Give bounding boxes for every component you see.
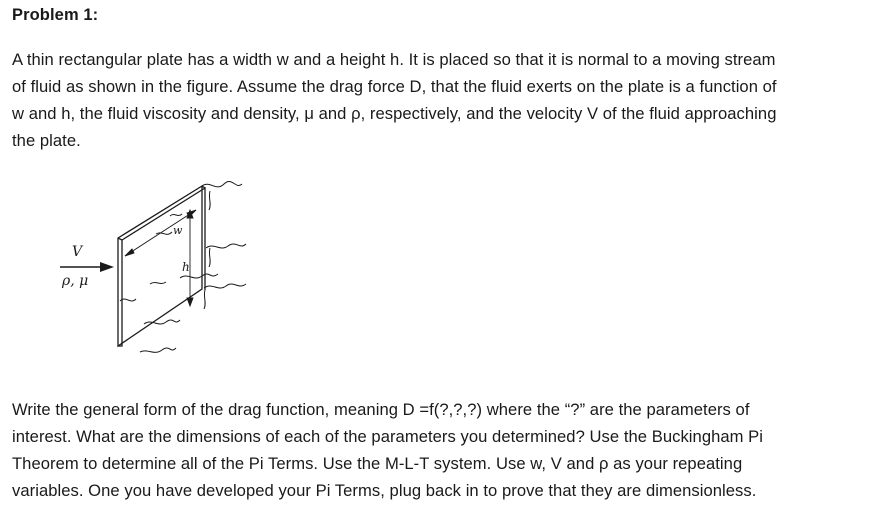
problem-question-paragraph bbox=[12, 396, 763, 504]
fluid-properties-label: ρ, μ bbox=[62, 273, 89, 289]
question-line: interest. What are the dimensions of each of the parameters you determined? Use the Buckingham Pi bbox=[12, 427, 764, 446]
plate-in-flow-figure bbox=[50, 176, 280, 366]
intro-line: of fluid as shown in the figure. Assume the drag force D, that the fluid exerts on the plate is a function of bbox=[12, 77, 777, 96]
intro-line: A thin rectangular plate has a width w and a height h. It is placed so that it is normal to a moving stream bbox=[12, 50, 776, 69]
intro-line: the plate. bbox=[12, 131, 81, 150]
velocity-label: V bbox=[72, 244, 83, 260]
problem-title: Problem 1: bbox=[12, 6, 99, 24]
question-line: Write the general form of the drag function, meaning D =f(?,?,?) where the “?” are the parameters of bbox=[12, 400, 750, 419]
question-line: variables. One you have developed your Pi Terms, plug back in to prove that they are dimensionless. bbox=[12, 481, 757, 500]
problem-intro-paragraph bbox=[12, 46, 777, 154]
rectangular-plate bbox=[118, 186, 205, 346]
plate-diagram bbox=[50, 176, 280, 366]
height-label: h bbox=[182, 260, 190, 274]
flow-arrow bbox=[60, 262, 114, 272]
intro-line: w and h, the fluid viscosity and density, μ and ρ, respectively, and the velocity V of the fluid approaching bbox=[12, 104, 777, 123]
width-label: w bbox=[173, 224, 183, 237]
question-line: Theorem to determine all of the Pi Terms. Use the M-L-T system. Use w, V and ρ as your repeating bbox=[12, 454, 743, 473]
